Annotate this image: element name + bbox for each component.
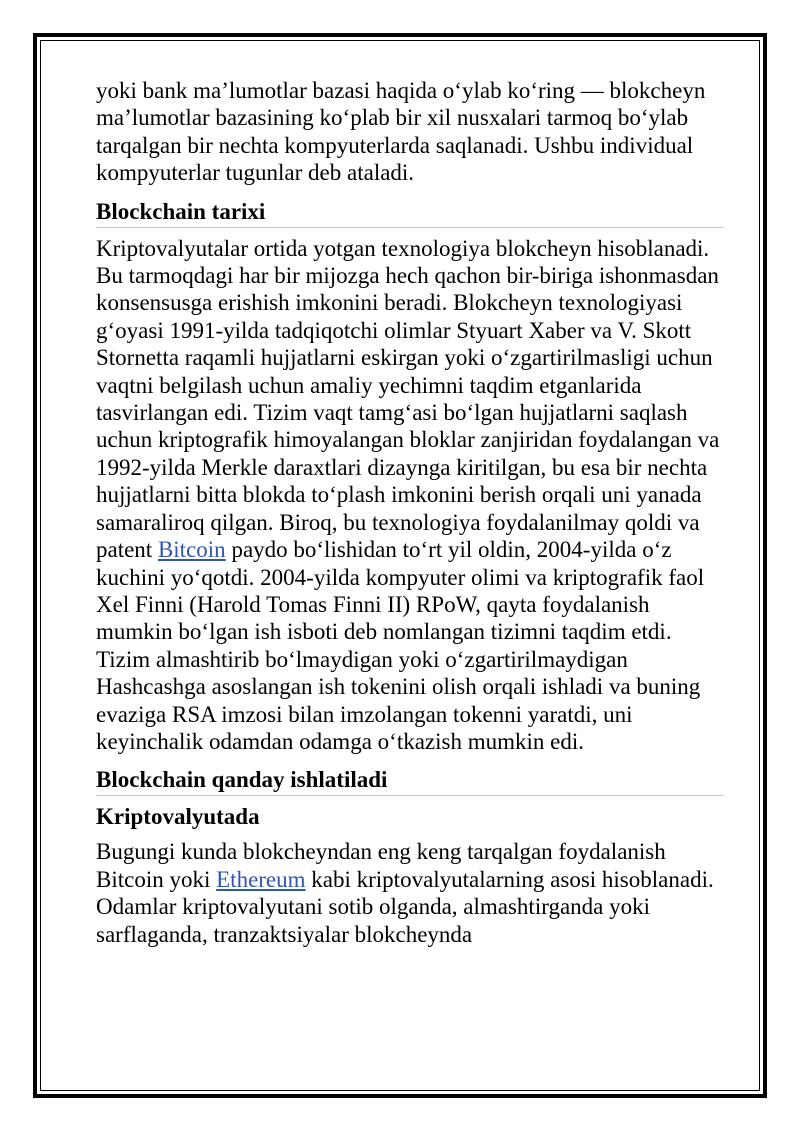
history-text-1: Kriptovalyutalar ortida yotgan texnologiya blokcheyn hisoblanadi. Bu tarmoqdagi har bir mijozga hech qachon bir-biriga ishonmasdan konsensusga erishish imkonini beradi. Blokcheyn texnologiyasi g‘oyasi 1991-yilda tadqiqotchi olimlar Styuart Xaber va V. Skott Stornetta raqamli hujjatlarni eskirgan yoki o‘zgartirilmasligi uchun vaqtni belgilash uchun amaliy yechimni taqdim etganlarida tasvirlangan edi. Tizim vaqt tamg‘asi bo‘lgan hujjatlarni saqlash uchun kriptografik himoyalangan bloklar zanjiridan foydalangan va 1992-yilda Merkle daraxtlari dizaynga kiritilgan, bu esa bir nechta hujjatlarni bitta blokda to‘plash imkonini berish orqali uni yanada samaraliroq qilgan. Biroq, bu texnologiya foydalanilmay qoldi va patent [96, 235, 720, 563]
crypto-text-1: Bugungi kunda blokcheyndan eng keng tarqalgan foydalanish Bitcoin yoki [96, 839, 666, 892]
history-paragraph [96, 235, 724, 756]
crypto-text-2: kabi kriptovalyutalarning asosi hisoblanadi. Odamlar kriptovalyutani sotib olganda, almashtirganda yoki sarflaganda, tranzaktsiyalar blokcheynda [96, 866, 714, 947]
document-body [96, 77, 724, 948]
bitcoin-link[interactable]: Bitcoin [157, 537, 226, 563]
ethereum-link[interactable]: Ethereum [216, 866, 306, 892]
heading-cryptocurrency: Kriptovalyutada [96, 804, 260, 830]
intro-paragraph: yoki bank ma’lumotlar bazasi haqida o‘ylab ko‘ring — blokcheyn ma’lumotlar bazasining ko‘plab bir xil nusxalari tarmoq bo‘ylab tarqalgan bir nechta kompyuterlarda saqlanadi. Ushbu individual kompyuterlar tugunlar deb ataladi. [96, 78, 706, 186]
heading-blockchain-usage: Blockchain qanday ishlatiladi [96, 766, 724, 796]
crypto-paragraph [96, 838, 724, 948]
history-text-2: paydo bo‘lishidan to‘rt yil oldin, 2004-yilda o‘z kuchini yo‘qotdi. 2004-yilda kompyuter olimi va kriptografik faol Xel Finni (Harold Tomas Finni II) RPoW, qayta foydalanish mumkin bo‘lgan ish isboti deb nomlangan tizimni taqdim etdi. Tizim almashtirib bo‘lmaydigan yoki o‘zgartirilmaydigan Hashcashga asoslangan ish tokenini olish orqali ishladi va buning evaziga RSA imzosi bilan imzolangan tokenni yaratdi, uni keyinchalik odamdan odamga o‘tkazish mumkin edi. [96, 537, 705, 754]
heading-blockchain-history: Blockchain tarixi [96, 198, 724, 228]
